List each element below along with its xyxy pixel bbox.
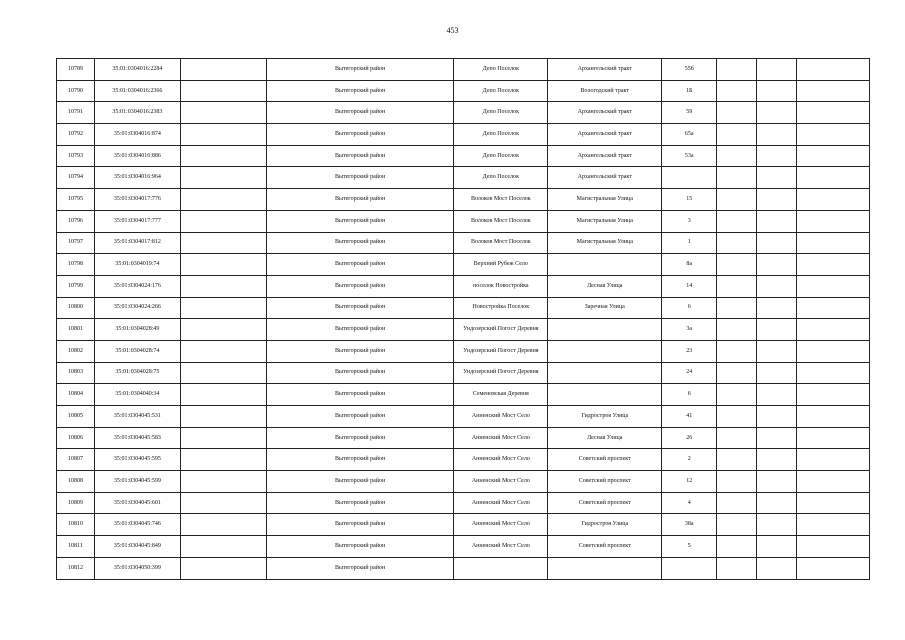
empty-cell (717, 80, 757, 102)
empty-cell (757, 557, 797, 579)
table-row (57, 514, 870, 536)
empty-cell (757, 297, 797, 319)
empty-cell (180, 297, 266, 319)
row-number-cell: 10810 (57, 514, 95, 536)
empty-cell (757, 340, 797, 362)
table-row (57, 492, 870, 514)
locality-cell: Анненский Мост Село (454, 471, 548, 493)
table-row (57, 471, 870, 493)
street-cell: Советский проспект (548, 492, 662, 514)
street-cell: Советский проспект (548, 471, 662, 493)
house-number-cell: 65а (662, 124, 717, 146)
district-cell: Вытегорский район (266, 275, 453, 297)
table-row (57, 80, 870, 102)
table-row (57, 232, 870, 254)
district-cell: Вытегорский район (266, 232, 453, 254)
empty-cell (180, 319, 266, 341)
empty-cell (180, 254, 266, 276)
district-cell: Вытегорский район (266, 406, 453, 428)
cadastral-number-cell: 35:01:0304024:266 (94, 297, 180, 319)
table-row (57, 557, 870, 579)
row-number-cell: 10806 (57, 427, 95, 449)
empty-cell (717, 362, 757, 384)
empty-cell (797, 384, 870, 406)
street-cell (548, 384, 662, 406)
empty-cell (717, 167, 757, 189)
district-cell: Вытегорский район (266, 297, 453, 319)
district-cell: Вытегорский район (266, 167, 453, 189)
house-number-cell: 12 (662, 471, 717, 493)
district-cell: Вытегорский район (266, 254, 453, 276)
table-row (57, 340, 870, 362)
table-row (57, 362, 870, 384)
table-row (57, 167, 870, 189)
district-cell: Вытегорский район (266, 514, 453, 536)
locality-cell: Депо Поселок (454, 59, 548, 81)
cadastral-number-cell: 35:01:0304045:599 (94, 471, 180, 493)
district-cell: Вытегорский район (266, 362, 453, 384)
empty-cell (180, 232, 266, 254)
row-number-cell: 10793 (57, 145, 95, 167)
empty-cell (797, 449, 870, 471)
row-number-cell: 10799 (57, 275, 95, 297)
empty-cell (180, 362, 266, 384)
empty-cell (797, 210, 870, 232)
house-number-cell: 5 (662, 536, 717, 558)
district-cell: Вытегорский район (266, 384, 453, 406)
empty-cell (797, 102, 870, 124)
empty-cell (180, 102, 266, 124)
empty-cell (757, 406, 797, 428)
empty-cell (757, 319, 797, 341)
empty-cell (180, 124, 266, 146)
row-number-cell: 10791 (57, 102, 95, 124)
table-row (57, 102, 870, 124)
table-row (57, 427, 870, 449)
empty-cell (797, 145, 870, 167)
empty-cell (717, 189, 757, 211)
street-cell: Гидростроя Улица (548, 514, 662, 536)
empty-cell (717, 557, 757, 579)
empty-cell (757, 514, 797, 536)
house-number-cell: 59 (662, 102, 717, 124)
table-row (57, 254, 870, 276)
row-number-cell: 10794 (57, 167, 95, 189)
locality-cell: Волоков Мост Поселок (454, 232, 548, 254)
cadastral-number-cell: 35:01:0304045:746 (94, 514, 180, 536)
house-number-cell: 1Б (662, 80, 717, 102)
empty-cell (717, 254, 757, 276)
empty-cell (180, 536, 266, 558)
empty-cell (180, 427, 266, 449)
cadastral-number-cell: 35:01:0304016:964 (94, 167, 180, 189)
house-number-cell: 23 (662, 340, 717, 362)
row-number-cell: 10789 (57, 59, 95, 81)
cadastral-number-cell: 35:01:0304045:849 (94, 536, 180, 558)
row-number-cell: 10802 (57, 340, 95, 362)
house-number-cell: 14 (662, 275, 717, 297)
street-cell: Магистральная Улица (548, 210, 662, 232)
empty-cell (757, 232, 797, 254)
house-number-cell: 41 (662, 406, 717, 428)
street-cell: Архангельский тракт (548, 124, 662, 146)
empty-cell (717, 471, 757, 493)
locality-cell: Депо Поселок (454, 167, 548, 189)
empty-cell (717, 59, 757, 81)
empty-cell (757, 80, 797, 102)
registry-table (56, 58, 870, 580)
row-number-cell: 10795 (57, 189, 95, 211)
page-number: 453 (446, 26, 459, 35)
row-number-cell: 10797 (57, 232, 95, 254)
row-number-cell: 10790 (57, 80, 95, 102)
empty-cell (757, 124, 797, 146)
empty-cell (797, 427, 870, 449)
empty-cell (180, 557, 266, 579)
row-number-cell: 10811 (57, 536, 95, 558)
table-row (57, 319, 870, 341)
cadastral-number-cell: 35:01:0304028:49 (94, 319, 180, 341)
house-number-cell: 24 (662, 362, 717, 384)
empty-cell (757, 167, 797, 189)
empty-cell (717, 492, 757, 514)
locality-cell: Верхний Рубеж Село (454, 254, 548, 276)
cadastral-number-cell: 35:01:0304016:2366 (94, 80, 180, 102)
empty-cell (757, 384, 797, 406)
district-cell: Вытегорский район (266, 189, 453, 211)
empty-cell (717, 102, 757, 124)
empty-cell (797, 319, 870, 341)
cadastral-number-cell: 35:01:0304045:595 (94, 449, 180, 471)
street-cell: Советский проспект (548, 449, 662, 471)
empty-cell (797, 80, 870, 102)
empty-cell (797, 406, 870, 428)
empty-cell (180, 449, 266, 471)
locality-cell: Ундозерский Погост Деревня (454, 319, 548, 341)
empty-cell (757, 102, 797, 124)
street-cell: Лесная Улица (548, 275, 662, 297)
empty-cell (757, 145, 797, 167)
row-number-cell: 10796 (57, 210, 95, 232)
empty-cell (180, 340, 266, 362)
empty-cell (180, 145, 266, 167)
district-cell: Вытегорский район (266, 340, 453, 362)
locality-cell: Анненский Мост Село (454, 514, 548, 536)
row-number-cell: 10801 (57, 319, 95, 341)
street-cell (548, 557, 662, 579)
empty-cell (797, 124, 870, 146)
empty-cell (797, 167, 870, 189)
table-row (57, 124, 870, 146)
row-number-cell: 10809 (57, 492, 95, 514)
empty-cell (717, 297, 757, 319)
locality-cell: Волоков Мост Поселок (454, 210, 548, 232)
house-number-cell: 1 (662, 232, 717, 254)
house-number-cell: 6 (662, 384, 717, 406)
house-number-cell: 3а (662, 319, 717, 341)
empty-cell (757, 536, 797, 558)
cadastral-number-cell: 35:01:0304028:75 (94, 362, 180, 384)
district-cell: Вытегорский район (266, 102, 453, 124)
cadastral-number-cell: 35:01:0304024:176 (94, 275, 180, 297)
district-cell: Вытегорский район (266, 471, 453, 493)
district-cell: Вытегорский район (266, 492, 453, 514)
street-cell: Архангельский тракт (548, 102, 662, 124)
locality-cell: Депо Поселок (454, 124, 548, 146)
empty-cell (797, 536, 870, 558)
locality-cell: Анненский Мост Село (454, 492, 548, 514)
empty-cell (757, 492, 797, 514)
street-cell (548, 362, 662, 384)
row-number-cell: 10792 (57, 124, 95, 146)
empty-cell (180, 80, 266, 102)
empty-cell (717, 210, 757, 232)
street-cell: Магистральная Улица (548, 189, 662, 211)
district-cell: Вытегорский район (266, 536, 453, 558)
empty-cell (180, 514, 266, 536)
empty-cell (717, 449, 757, 471)
empty-cell (757, 427, 797, 449)
empty-cell (180, 275, 266, 297)
district-cell: Вытегорский район (266, 319, 453, 341)
cadastral-number-cell: 35:01:0304017:812 (94, 232, 180, 254)
locality-cell: Ундозерский Погост Деревня (454, 340, 548, 362)
empty-cell (180, 471, 266, 493)
empty-cell (797, 275, 870, 297)
empty-cell (180, 384, 266, 406)
empty-cell (797, 189, 870, 211)
locality-cell: Анненский Мост Село (454, 406, 548, 428)
locality-cell (454, 557, 548, 579)
empty-cell (757, 449, 797, 471)
district-cell: Вытегорский район (266, 80, 453, 102)
locality-cell: Ундозерский Погост Деревня (454, 362, 548, 384)
house-number-cell: 38а (662, 514, 717, 536)
empty-cell (717, 514, 757, 536)
street-cell: Вологодский тракт (548, 80, 662, 102)
row-number-cell: 10804 (57, 384, 95, 406)
house-number-cell: 6 (662, 297, 717, 319)
cadastral-number-cell: 35:01:0304028:74 (94, 340, 180, 362)
empty-cell (797, 514, 870, 536)
cadastral-number-cell: 35:01:0304045:583 (94, 427, 180, 449)
district-cell: Вытегорский район (266, 124, 453, 146)
empty-cell (180, 406, 266, 428)
empty-cell (797, 340, 870, 362)
locality-cell: Депо Поселок (454, 145, 548, 167)
street-cell: Гидростроя Улица (548, 406, 662, 428)
street-cell: Магистральная Улица (548, 232, 662, 254)
house-number-cell: 55б (662, 59, 717, 81)
row-number-cell: 10807 (57, 449, 95, 471)
cadastral-number-cell: 35:01:0304019:74 (94, 254, 180, 276)
cadastral-number-cell: 35:01:0304017:776 (94, 189, 180, 211)
street-cell (548, 340, 662, 362)
street-cell (548, 319, 662, 341)
table-row (57, 384, 870, 406)
house-number-cell: 2 (662, 449, 717, 471)
house-number-cell: 3 (662, 210, 717, 232)
empty-cell (180, 210, 266, 232)
cadastral-number-cell: 35:01:0304016:874 (94, 124, 180, 146)
empty-cell (717, 145, 757, 167)
locality-cell: Волоков Мост Поселок (454, 189, 548, 211)
empty-cell (180, 492, 266, 514)
locality-cell: Анненский Мост Село (454, 449, 548, 471)
empty-cell (717, 275, 757, 297)
empty-cell (757, 59, 797, 81)
empty-cell (717, 124, 757, 146)
table-row (57, 536, 870, 558)
cadastral-number-cell: 35:01:0304050:399 (94, 557, 180, 579)
locality-cell: Анненский Мост Село (454, 536, 548, 558)
row-number-cell: 10812 (57, 557, 95, 579)
empty-cell (717, 232, 757, 254)
empty-cell (180, 167, 266, 189)
locality-cell: Депо Поселок (454, 102, 548, 124)
empty-cell (797, 232, 870, 254)
table-row (57, 406, 870, 428)
district-cell: Вытегорский район (266, 145, 453, 167)
empty-cell (797, 254, 870, 276)
district-cell: Вытегорский район (266, 557, 453, 579)
house-number-cell: 53а (662, 145, 717, 167)
row-number-cell: 10798 (57, 254, 95, 276)
empty-cell (757, 275, 797, 297)
table-row (57, 275, 870, 297)
empty-cell (797, 59, 870, 81)
house-number-cell (662, 557, 717, 579)
district-cell: Вытегорский район (266, 59, 453, 81)
empty-cell (797, 362, 870, 384)
empty-cell (797, 492, 870, 514)
table-row (57, 189, 870, 211)
empty-cell (717, 536, 757, 558)
locality-cell: поселок Новостройка (454, 275, 548, 297)
empty-cell (717, 406, 757, 428)
cadastral-number-cell: 35:01:0304016:2383 (94, 102, 180, 124)
empty-cell (757, 471, 797, 493)
empty-cell (757, 189, 797, 211)
table-row (57, 145, 870, 167)
empty-cell (717, 384, 757, 406)
cadastral-number-cell: 35:01:0304045:531 (94, 406, 180, 428)
row-number-cell: 10805 (57, 406, 95, 428)
row-number-cell: 10803 (57, 362, 95, 384)
table-row (57, 297, 870, 319)
empty-cell (180, 189, 266, 211)
district-cell: Вытегорский район (266, 449, 453, 471)
empty-cell (180, 59, 266, 81)
house-number-cell: 26 (662, 427, 717, 449)
empty-cell (757, 210, 797, 232)
row-number-cell: 10808 (57, 471, 95, 493)
cadastral-number-cell: 35:01:0304045:601 (94, 492, 180, 514)
locality-cell: Анненский Мост Село (454, 427, 548, 449)
cadastral-number-cell: 35:01:0304017:777 (94, 210, 180, 232)
locality-cell: Семеновская Деревня (454, 384, 548, 406)
house-number-cell: 4 (662, 492, 717, 514)
empty-cell (797, 297, 870, 319)
cadastral-number-cell: 35:01:0304016:2284 (94, 59, 180, 81)
cadastral-number-cell: 35:01:0304040:34 (94, 384, 180, 406)
locality-cell: Депо Поселок (454, 80, 548, 102)
street-cell: Архангельский тракт (548, 167, 662, 189)
row-number-cell: 10800 (57, 297, 95, 319)
district-cell: Вытегорский район (266, 427, 453, 449)
table-row (57, 210, 870, 232)
empty-cell (757, 254, 797, 276)
empty-cell (717, 340, 757, 362)
street-cell: Лесная Улица (548, 427, 662, 449)
table-row (57, 449, 870, 471)
street-cell: Советский проспект (548, 536, 662, 558)
street-cell: Заречная Улица (548, 297, 662, 319)
district-cell: Вытегорский район (266, 210, 453, 232)
empty-cell (757, 362, 797, 384)
empty-cell (797, 557, 870, 579)
house-number-cell: 15 (662, 189, 717, 211)
table-row (57, 59, 870, 81)
street-cell: Архангельский тракт (548, 59, 662, 81)
house-number-cell (662, 167, 717, 189)
empty-cell (717, 427, 757, 449)
street-cell (548, 254, 662, 276)
empty-cell (797, 471, 870, 493)
house-number-cell: 8а (662, 254, 717, 276)
empty-cell (717, 319, 757, 341)
locality-cell: Новостройка Поселок (454, 297, 548, 319)
cadastral-number-cell: 35:01:0304016:886 (94, 145, 180, 167)
street-cell: Архангельский тракт (548, 145, 662, 167)
